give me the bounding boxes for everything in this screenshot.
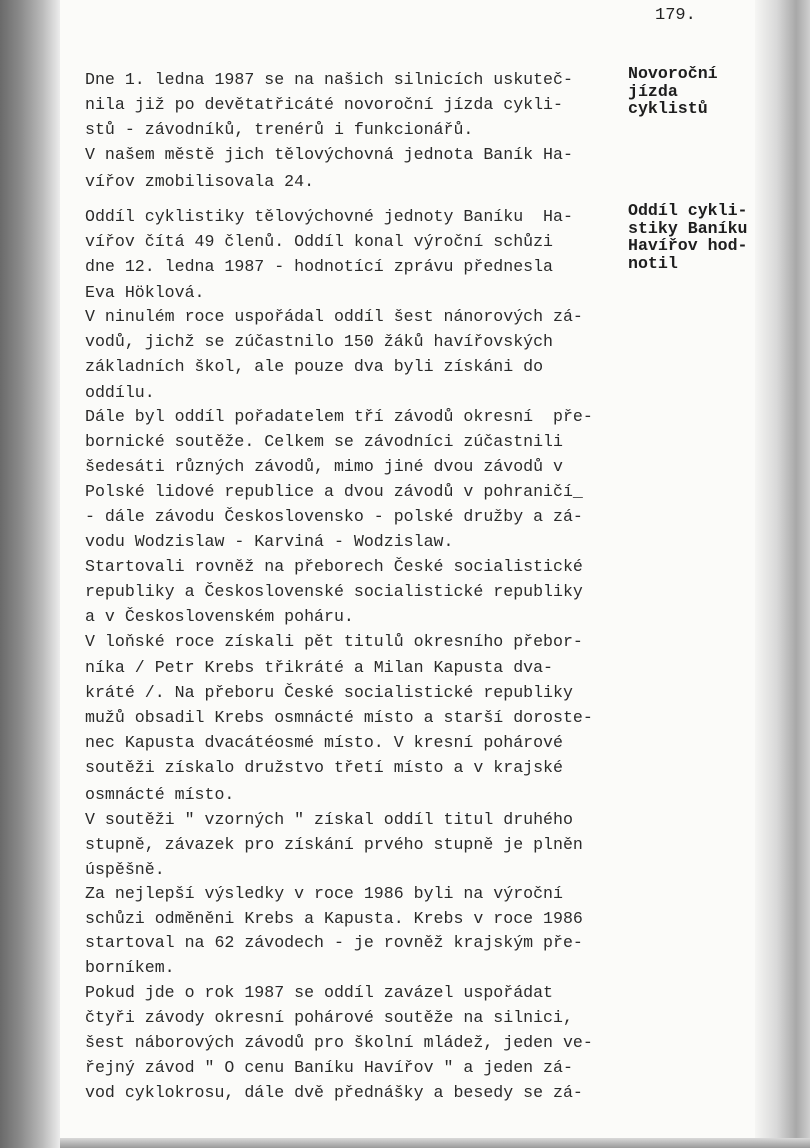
text-line: nila již po devětatřicáté novoroční jízda cykli- bbox=[85, 95, 563, 114]
margin-note-line: jízda bbox=[628, 81, 678, 101]
text-line: V loňské roce získali pět titulů okresního přebor- bbox=[85, 632, 583, 651]
text-line: stupně, závazek pro získání prvého stupně je plněn bbox=[85, 835, 583, 854]
text-line: Polské lidové republice a dvou závodů v pohraničí_ bbox=[85, 482, 583, 501]
text-line: osmnácté místo. bbox=[85, 785, 235, 804]
text-line: borníkem. bbox=[85, 958, 175, 977]
margin-note-line: stiky Baníku bbox=[628, 218, 748, 238]
text-line: dne 12. ledna 1987 - hodnotící zprávu přednesla bbox=[85, 257, 554, 276]
text-line: Dále byl oddíl pořadatelem tří závodů okresní pře- bbox=[85, 407, 593, 426]
text-line: stů - závodníků, trenérů i funkcionářů. bbox=[85, 120, 474, 139]
text-line: schůzi odměněni Krebs a Kapusta. Krebs v roce 1986 bbox=[85, 909, 583, 928]
text-line: bornické soutěže. Celkem se závodníci zúčastnili bbox=[85, 432, 563, 451]
text-line: a v Československém poháru. bbox=[85, 607, 354, 626]
text-line: Eva Höklová. bbox=[85, 283, 205, 302]
text-line: úspěšně. bbox=[85, 860, 165, 879]
text-line: řejný závod " O cenu Baníku Havířov " a jeden zá- bbox=[85, 1058, 573, 1077]
text-line: nec Kapusta dvacátéosmé místo. V kresní pohárové bbox=[85, 733, 563, 752]
text-line: čtyři závody okresní pohárové soutěže na silnici, bbox=[85, 1008, 573, 1027]
text-line: šest náborových závodů pro školní mládež, jeden ve- bbox=[85, 1033, 593, 1052]
margin-note-line: Novoroční bbox=[628, 64, 718, 83]
text-line: V našem městě jich tělovýchovná jednota Baník Ha- bbox=[85, 145, 573, 164]
text-line: Oddíl cyklistiky tělovýchovné jednoty Baníku Ha- bbox=[85, 207, 573, 226]
text-line: startoval na 62 závodech - je rovněž krajským pře- bbox=[85, 933, 583, 952]
text-line: soutěži získalo družstvo třetí místo a v krajské bbox=[85, 758, 563, 777]
text-line: Pokud jde o rok 1987 se oddíl zavázel uspořádat bbox=[85, 983, 554, 1002]
text-line: vodů, jichž se zúčastnilo 150 žáků havířovských bbox=[85, 332, 554, 351]
page-bottom-edge bbox=[60, 1138, 810, 1148]
text-line: kráté /. Na přeboru České socialistické republiky bbox=[85, 683, 573, 702]
page-number: 179. bbox=[655, 6, 696, 25]
margin-note-line: notil bbox=[628, 253, 678, 273]
text-line: Za nejlepší výsledky v roce 1986 byli na výroční bbox=[85, 884, 563, 903]
margin-note-line: Havířov hod- bbox=[628, 236, 748, 255]
text-line: Dne 1. ledna 1987 se na našich silnicích uskuteč- bbox=[85, 70, 573, 89]
text-line: V soutěži " vzorných " získal oddíl titul druhého bbox=[85, 810, 573, 829]
margin-note-line: Oddíl cykli- bbox=[628, 201, 748, 220]
margin-note-line: cyklistů bbox=[628, 99, 708, 118]
text-line: V ninulém roce uspořádal oddíl šest nánorových zá- bbox=[85, 307, 583, 326]
text-line: vodu Wodzislaw - Karviná - Wodzislaw. bbox=[85, 532, 454, 551]
text-line: níka / Petr Krebs třikráté a Milan Kapusta dva- bbox=[85, 658, 554, 677]
text-line: vod cyklokrosu, dále dvě přednášky a besedy se zá- bbox=[85, 1083, 583, 1102]
text-line: základních škol, ale pouze dva byli získáni do bbox=[85, 357, 544, 376]
text-line: mužů obsadil Krebs osmnácté místo a starší doroste- bbox=[85, 708, 593, 727]
text-line: oddílu. bbox=[85, 383, 155, 402]
text-line: republiky a Československé socialistické republiky bbox=[85, 582, 583, 601]
text-line: - dále závodu Československo - polské družby a zá- bbox=[85, 507, 583, 526]
text-line: vířov zmobilisovala 24. bbox=[85, 172, 315, 191]
page-shadow-left bbox=[0, 0, 60, 1148]
page-shadow-right bbox=[755, 0, 810, 1148]
text-line: Startovali rovněž na přeborech České socialistické bbox=[85, 557, 583, 576]
text-line: šedesáti různých závodů, mimo jiné dvou závodů v bbox=[85, 457, 563, 476]
text-line: vířov čítá 49 členů. Oddíl konal výroční schůzi bbox=[85, 232, 554, 251]
